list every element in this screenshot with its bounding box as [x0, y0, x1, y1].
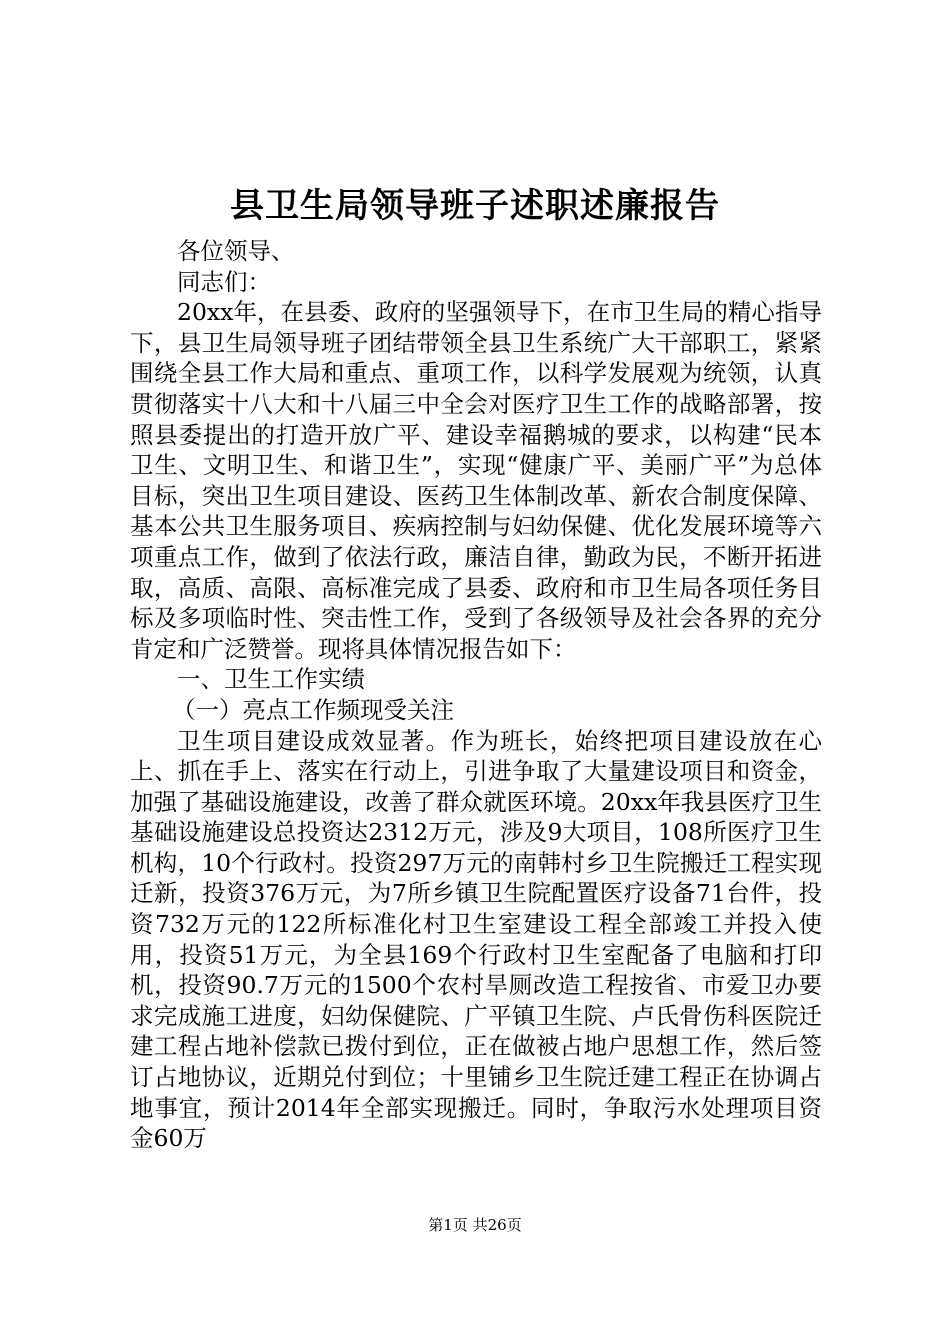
page-number-footer: 第1页 共26页	[428, 1216, 522, 1234]
salutation-line-2: 同志们：	[177, 267, 271, 296]
document-title: 县卫生局领导班子述职述廉报告	[230, 186, 720, 226]
section-heading: 一、卫生工作实绩	[177, 665, 365, 694]
document-body	[130, 236, 822, 1154]
salutation-line-1: 各位领导、	[177, 237, 295, 265]
paragraph-project-construction: 卫生项目建设成效显著。作为班长，始终把项目建设放在心上、抓在手上、落实在行动上，引进争取了大量建设项目和资金，加强了基础设施建设，改善了群众就医环境。20xx年我县医疗卫生基础设施建设总投资达2312万元，涉及9大项目，108所医疗卫生机构，10个行政村。投资297万元的南韩村乡卫生院搬迁工程实现迁新，投资376万元，为7所乡镇卫生院配置医疗设备71台件，投资732万元的122所标准化村卫生室建设工程全部竣工并投入使用，投资51万元，为全县169个行政村卫生室配备了电脑和打印机，投资90.7万元的1500个农村旱厕改造工程按省、市爱卫办要求完成施工进度，妇幼保健院、广平镇卫生院、卢氏骨伤科医院迁建工程占地补偿款已拨付到位，正在做被占地户思想工作，然后签订占地协议，近期兑付到位；十里铺乡卫生院迁建工程正在协调占地事宜，预计2014年全部实现搬迁。同时，争取污水处理项目资金60万	[130, 726, 822, 1153]
paragraph-intro: 20xx年，在县委、政府的坚强领导下，在市卫生局的精心指导下，县卫生局领导班子团结带领全县卫生系统广大干部职工，紧紧围绕全县工作大局和重点、重项工作，以科学发展观为统领，认真贯彻落实十八大和十八届三中全会对医疗卫生工作的战略部署，按照县委提出的打造开放广平、建设幸福鹅城的要求，以构建“民本卫生、文明卫生、和谐卫生”，实现“健康广平、美丽广平”为总体目标，突出卫生项目建设、医药卫生体制改革、新农合制度保障、基本公共卫生服务项目、疾病控制与妇幼保健、优化发展环境等六项重点工作，做到了依法行政，廉洁自律，勤政为民，不断开拓进取，高质、高限、高标准完成了县委、政府和市卫生局各项任务目标及多项临时性、突击性工作，受到了各级领导及社会各界的充分肯定和广泛赞誉。现将具体情况报告如下：	[130, 298, 822, 663]
subsection-heading: （一）亮点工作频现受关注	[172, 695, 454, 724]
